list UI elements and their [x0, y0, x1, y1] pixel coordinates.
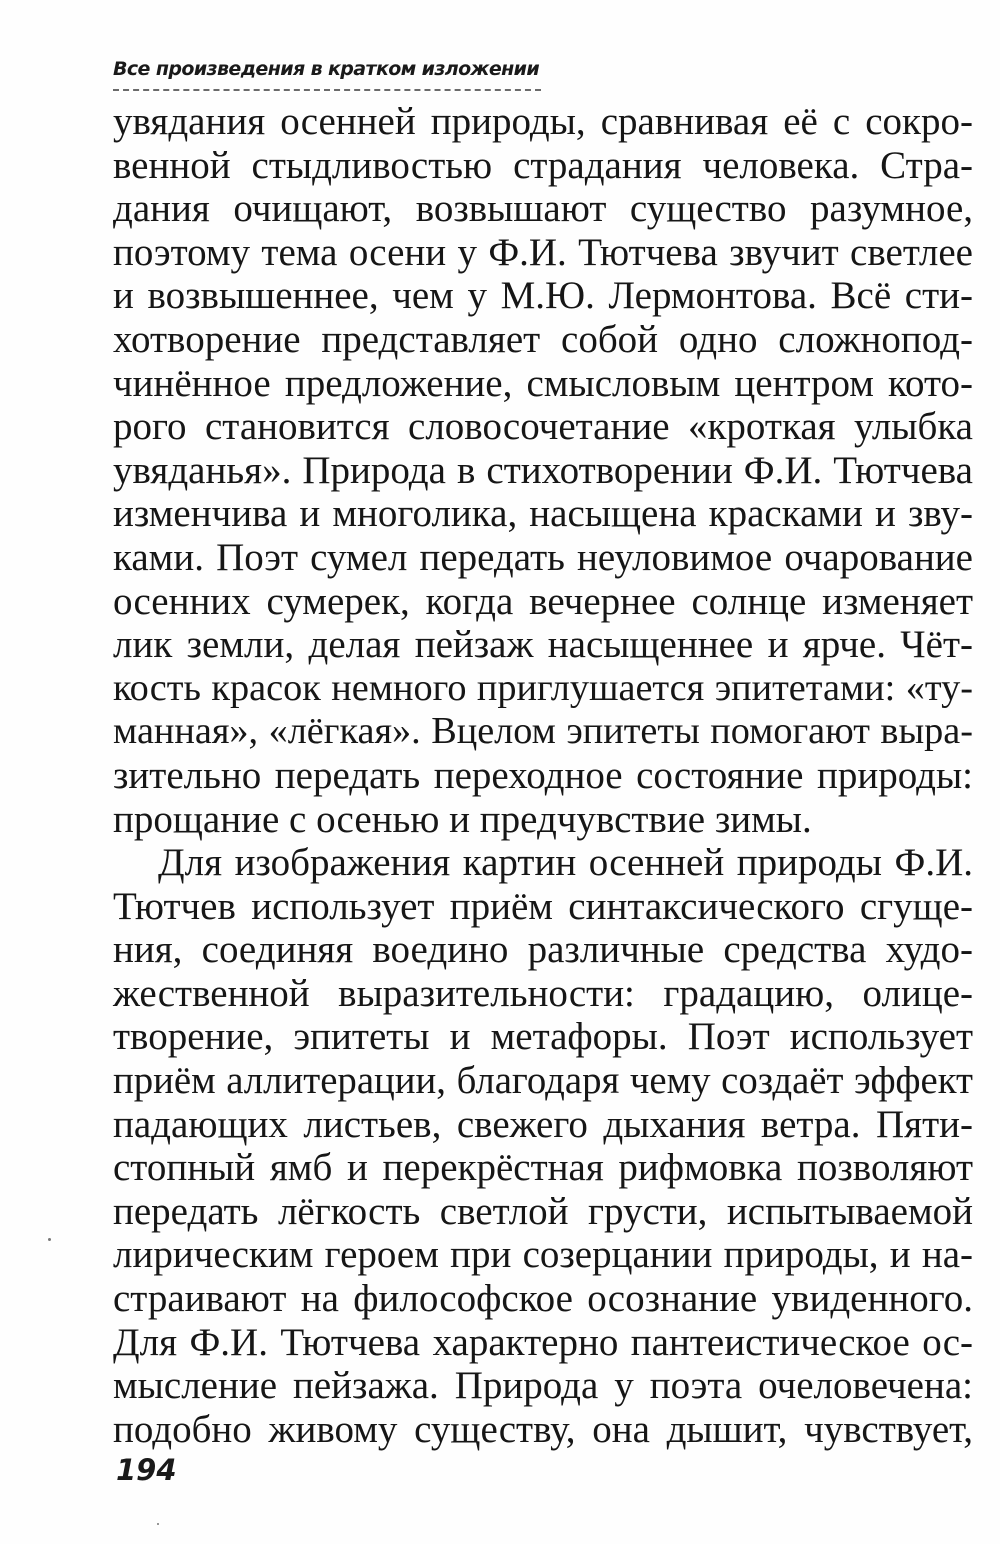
- text-line: передать лёгкость светлой грусти, испытываемой: [113, 1189, 973, 1233]
- text-line: рого становится словосочетание «кроткая улыбка: [113, 405, 973, 449]
- text-line: ками. Поэт сумел передать неуловимое очарование: [113, 535, 973, 579]
- text-line: Тютчев использует приём синтаксического сгуще-: [113, 884, 973, 928]
- body-text: [113, 100, 973, 1451]
- text-line: подобно живому существу, она дышит, чувствует,: [113, 1407, 973, 1451]
- text-line: творение, эпитеты и метафоры. Поэт использует: [113, 1015, 973, 1059]
- text-line: хотворение представляет собой одно сложнопод-: [113, 317, 973, 361]
- paragraph-1: [113, 100, 973, 841]
- text-line: зительно передать переходное состояние природы:: [113, 753, 973, 797]
- text-line: венной стыдливостью страдания человека. Стра-: [113, 143, 973, 187]
- text-line: жественной выразительности: градацию, олице-: [113, 971, 973, 1015]
- text-line: ния, соединяя воедино различные средства худо-: [113, 928, 973, 972]
- text-line: лирическим героем при созерцании природы, и на-: [113, 1233, 973, 1277]
- text-line: страивают на философское осознание увиденного.: [113, 1277, 973, 1321]
- paragraph-2: [113, 841, 973, 1451]
- text-line: осенних сумерек, когда вечернее солнце изменяет: [113, 579, 973, 623]
- text-line: Для изображения картин осенней природы Ф.И.: [158, 841, 973, 885]
- print-speck: [157, 1523, 159, 1525]
- text-line: Для Ф.И. Тютчева характерно пантеистическое ос-: [113, 1320, 973, 1364]
- running-header: Все произведения в кратком изложении: [113, 58, 540, 80]
- text-line: увяданья». Природа в стихотворении Ф.И. Тютчева: [113, 448, 973, 492]
- text-line: лик земли, делая пейзаж насыщеннее и ярче. Чёт-: [113, 623, 973, 667]
- text-line: кость красок немного приглушается эпитетами: «ту-: [113, 666, 973, 709]
- text-line: прощание с осенью и предчувствие зимы.: [113, 797, 812, 841]
- text-line: приём аллитерации, благодаря чему создаёт эффект: [113, 1059, 973, 1103]
- text-line: чинённое предложение, смысловым центром кото-: [113, 361, 973, 405]
- print-speck: [48, 1238, 51, 1241]
- header-rule: [113, 89, 541, 91]
- text-line: увядания осенней природы, сравнивая её с сокро-: [113, 100, 973, 143]
- text-line: поэтому тема осени у Ф.И. Тютчева звучит светлее: [113, 230, 973, 274]
- page-number: 194: [116, 1453, 177, 1487]
- text-line: падающих листьев, свежего дыхания ветра. Пяти-: [113, 1102, 973, 1146]
- text-line: стопный ямб и перекрёстная рифмовка позволяют: [113, 1146, 973, 1190]
- text-line: и возвышеннее, чем у М.Ю. Лермонтова. Всё сти-: [113, 274, 973, 318]
- text-line: дания очищают, возвышают существо разумное,: [113, 187, 973, 231]
- text-line: изменчива и многолика, насыщена красками и зву-: [113, 492, 973, 536]
- text-line: манная», «лёгкая». Вцелом эпитеты помогают выра-: [113, 710, 973, 753]
- text-line: мысление пейзажа. Природа у поэта очеловечена:: [113, 1364, 973, 1408]
